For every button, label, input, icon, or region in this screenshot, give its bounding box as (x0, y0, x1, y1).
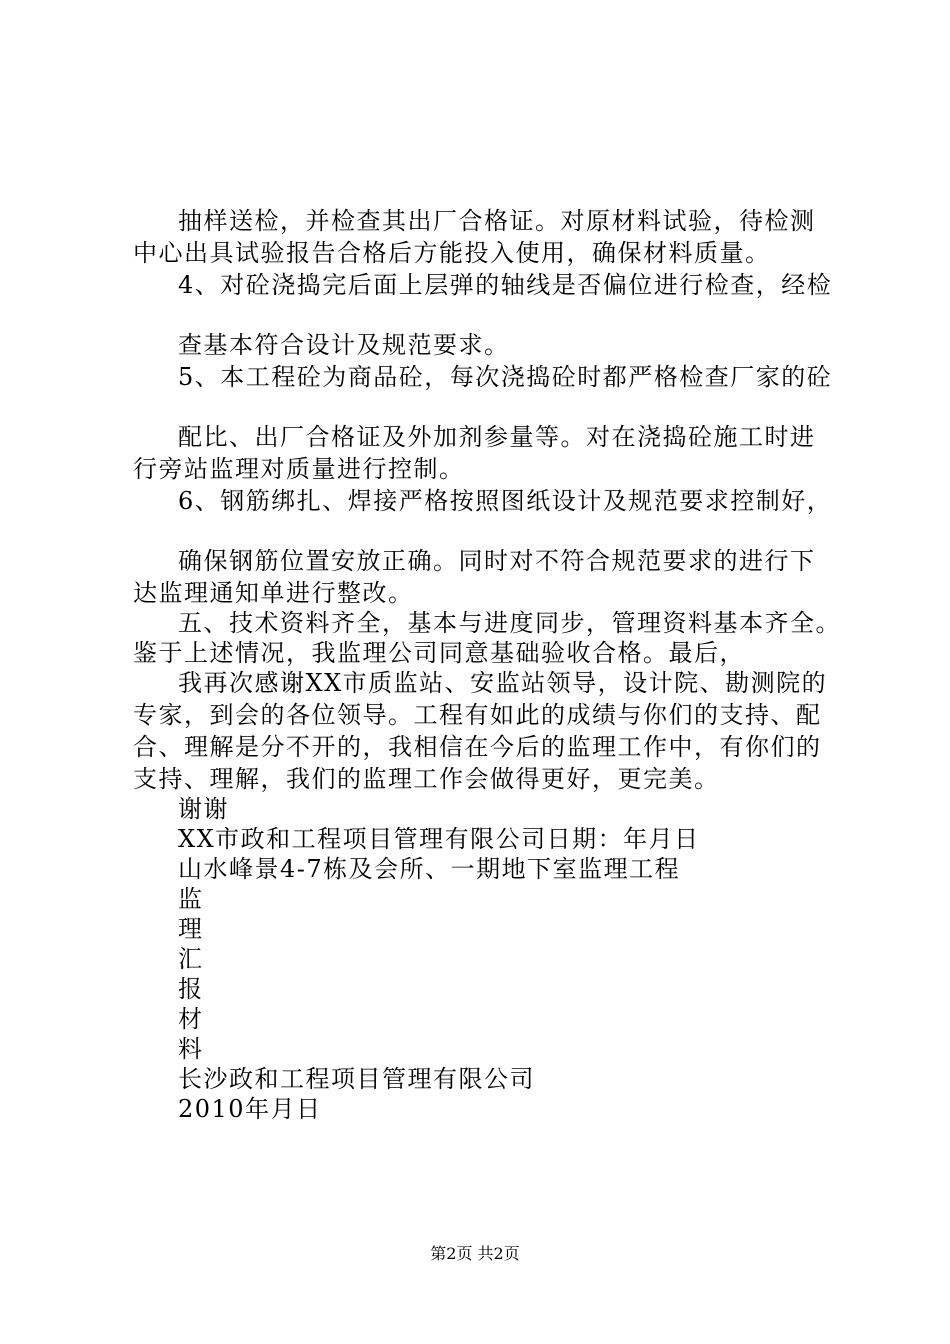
text-line: 山水峰景4-7栋及会所、一期地下室监理工程 (178, 855, 681, 883)
text-line: 监 (178, 885, 204, 913)
text-line: 中心出具试验报告合格后方能投入使用，确保材料质量。 (133, 239, 771, 267)
text-line: 6、钢筋绑扎、焊接严格按照图纸设计及规范要求控制好， (178, 487, 833, 515)
text-line: 理 (178, 915, 204, 943)
text-line: 达监理通知单进行整改。 (133, 579, 414, 607)
text-line: 4、对砼浇捣完后面上层弹的轴线是否偏位进行检查，经检 (178, 271, 833, 299)
text-line: 5、本工程砼为商品砼，每次浇捣砼时都严格检查厂家的砼 (178, 363, 833, 391)
text-line: 材 (178, 1005, 204, 1033)
text-line: XX市政和工程项目管理有限公司日期：年月日 (178, 825, 700, 853)
text-line: 长沙政和工程项目管理有限公司 (178, 1065, 535, 1093)
text-line: 2010年月日 (178, 1095, 322, 1123)
text-line: 配比、出厂合格证及外加剂参量等。对在浇捣砼施工时进 (178, 423, 816, 451)
text-line: 合、理解是分不开的，我相信在今后的监理工作中，有你们的 (133, 733, 822, 761)
text-line: 报 (178, 975, 204, 1003)
page-number-label: 第2页 共2页 (430, 1244, 520, 1263)
text-line: 料 (178, 1035, 204, 1063)
text-line: 谢谢 (178, 795, 229, 823)
text-line: 行旁站监理对质量进行控制。 (133, 455, 465, 483)
text-line: 抽样送检，并检查其出厂合格证。对原材料试验，待检测 (178, 207, 816, 235)
text-line: 支持、理解，我们的监理工作会做得更好，更完美。 (133, 765, 720, 793)
page-footer (0, 1244, 950, 1264)
text-line: 专家，到会的各位领导。工程有如此的成绩与你们的支持、配 (133, 701, 822, 729)
text-line: 我再次感谢XX市质监站、安监站领导，设计院、勘测院的 (178, 669, 828, 697)
text-line: 汇 (178, 945, 204, 973)
text-line: 五、技术资料齐全，基本与进度同步，管理资料基本齐全。 (178, 609, 841, 637)
text-line: 鉴于上述情况，我监理公司同意基础验收合格。最后， (133, 639, 745, 667)
text-line: 查基本符合设计及规范要求。 (178, 331, 510, 359)
text-line: 确保钢筋位置安放正确。同时对不符合规范要求的进行下 (178, 547, 816, 575)
